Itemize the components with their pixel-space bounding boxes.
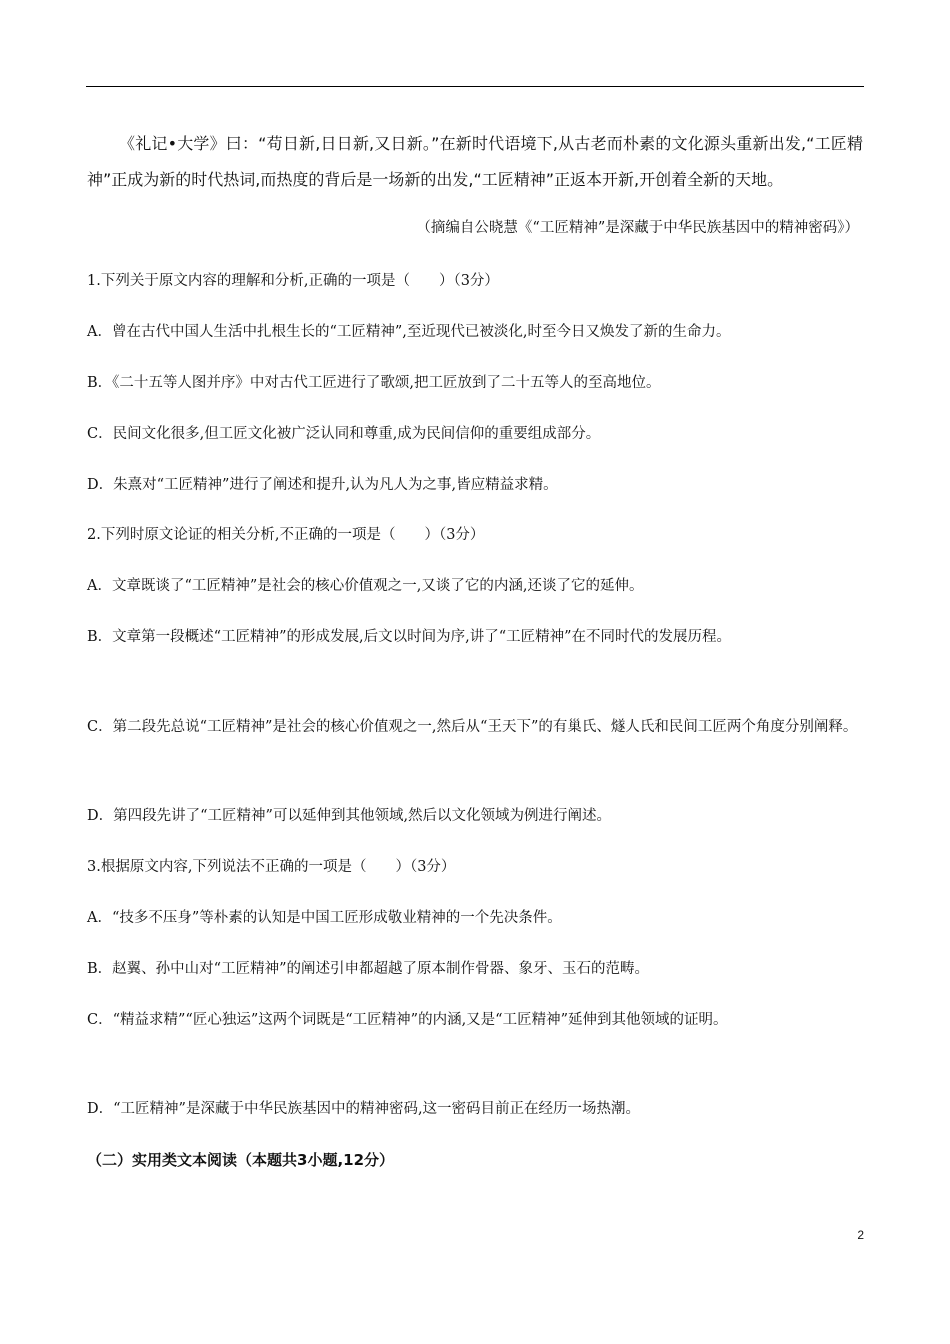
question-1-option-d: D．朱熹对“工匠精神”进行了阐述和提升,认为凡人为之事,皆应精益求精。 [87, 477, 558, 493]
question-2-option-c: C．第二段先总说“工匠精神”是社会的核心价值观之一,然后从“王天下”的有巢氏、燧人氏和民间工匠两个角度分别阐释。 [87, 719, 858, 735]
question-3-option-d: D．“工匠精神”是深藏于中华民族基因中的精神密码,这一密码目前正在经历一场热潮。 [87, 1101, 641, 1117]
question-2-option-d: D．第四段先讲了“工匠精神”可以延伸到其他领域,然后以文化领域为例进行阐述。 [87, 808, 612, 824]
question-3-option-a: A．“技多不压身”等朴素的认知是中国工匠形成敬业精神的一个先决条件。 [87, 910, 562, 926]
question-2-option-b: B．文章第一段概述“工匠精神”的形成发展,后文以时间为序,讲了“工匠精神”在不同时代的发展历程。 [87, 629, 732, 645]
question-3-stem: 3.根据原文内容,下列说法不正确的一项是（ ）（3分） [87, 859, 456, 875]
question-1-stem: 1.下列关于原文内容的理解和分析,正确的一项是（ ）（3分） [87, 273, 499, 289]
header-rule [86, 86, 864, 87]
page-number: 2 [857, 1228, 864, 1242]
question-1-option-a: A．曾在古代中国人生活中扎根生长的“工匠精神”,至近现代已被淡化,时至今日又焕发了新的生命力。 [87, 324, 731, 340]
source-citation: （摘编自公晓慧《“工匠精神”是深藏于中华民族基因中的精神密码》） [416, 220, 859, 236]
question-1-option-c: C．民间文化很多,但工匠文化被广泛认同和尊重,成为民间信仰的重要组成部分。 [87, 426, 601, 442]
question-2-stem: 2.下列时原文论证的相关分析,不正确的一项是（ ）（3分） [87, 527, 485, 543]
section-heading: （二）实用类文本阅读（本题共3小题,12分） [87, 1151, 395, 1169]
question-1-option-b: B．《二十五等人图并序》中对古代工匠进行了歌颂,把工匠放到了二十五等人的至高地位。 [87, 375, 661, 391]
question-3-option-c: C．“精益求精”“匠心独运”这两个词既是“工匠精神”的内涵,又是“工匠精神”延伸到其他领域的证明。 [87, 1012, 728, 1028]
passage-paragraph: 《礼记•大学》曰：“苟日新,日日新,又日新。”在新时代语境下,从古老而朴素的文化源头重新出发,“工匠精神”正成为新的时代热词,而热度的背后是一场新的出发,“工匠精神”正返本开新,开创着全新的天地。 [87, 134, 863, 189]
question-3-option-b: B．赵翼、孙中山对“工匠精神”的阐述引申都超越了原本制作骨器、象牙、玉石的范畴。 [87, 961, 649, 977]
question-2-option-a: A．文章既谈了“工匠精神”是社会的核心价值观之一,又谈了它的内涵,还谈了它的延伸。 [87, 578, 644, 594]
